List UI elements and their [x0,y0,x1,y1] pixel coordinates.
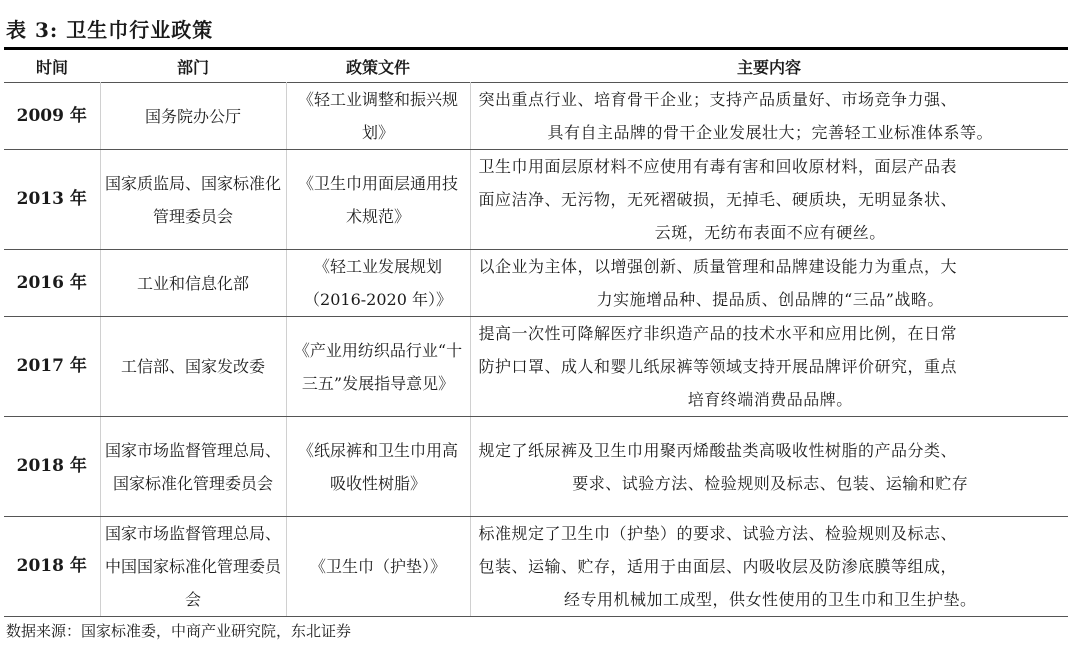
row-doc: 《产业用纺织品行业“十三五”发展指导意见》 [286,317,470,417]
row-content [470,417,1068,517]
row-doc: 《卫生巾（护垫）》 [286,517,470,617]
header-content: 主要内容 [736,57,801,77]
content-line: 标准规定了卫生巾（护垫）的要求、试验方法、检验规则及标志、 [478,524,958,543]
header-row [4,50,1068,83]
row-dept: 国务院办公厅 [100,83,286,150]
row-content [470,517,1068,617]
row-doc: 《纸尿裤和卫生巾用高吸收性树脂》 [286,417,470,517]
content-line: 包装、运输、贮存，适用于由面层、内吸收层及防渗底膜等组成， [478,557,958,576]
content-line: 云斑，无纺布表面不应有硬丝。 [654,223,886,242]
row-dept: 工信部、国家发改委 [100,317,286,417]
source-note: 数据来源：国家标准委，中商产业研究院，东北证券 [6,622,352,640]
row-dept: 工业和信息化部 [100,250,286,317]
table-row [4,517,1068,617]
content-line: 具有自主品牌的骨干企业发展壮大；完善轻工业标准体系等。 [547,123,993,142]
content-line: 防护口罩、成人和婴儿纸尿裤等领域支持开展品牌评价研究，重点 [478,357,958,376]
content-line: 卫生巾用面层原材料不应使用有毒有害和回收原材料，面层产品表 [478,157,958,176]
row-content [470,150,1068,250]
table-row [4,417,1068,517]
row-dept: 国家市场监督管理总局、中国国家标准化管理委员会 [100,517,286,617]
content-line: 规定了纸尿裤及卫生巾用聚丙烯酸盐类高吸收性树脂的产品分类、 [478,440,958,460]
table-row [4,83,1068,150]
row-content [470,250,1068,317]
content-line: 要求、试验方法、检验规则及标志、包装、运输和贮存 [572,473,969,493]
content-line: 面应洁净、无污物，无死褶破损，无掉毛、硬质块，无明显条状、 [478,190,958,209]
content-line: 以企业为主体，以增强创新、质量管理和品牌建设能力为重点，大 [478,257,958,276]
header-dept: 部门 [176,57,209,77]
row-doc: 《轻工业调整和振兴规划》 [286,83,470,150]
row-year: 2016 年 [4,250,100,317]
row-year: 2017 年 [4,317,100,417]
row-year: 2018 年 [4,417,100,517]
content-line: 突出重点行业、培育骨干企业；支持产品质量好、市场竞争力强、 [478,90,958,109]
header-doc: 政策文件 [345,57,410,77]
content-line: 培育终端消费品品牌。 [687,390,853,409]
row-doc: 《轻工业发展规划（2016-2020 年）》 [286,250,470,317]
table-row [4,150,1068,250]
content-line: 经专用机械加工成型，供女性使用的卫生巾和卫生护垫。 [563,590,977,609]
row-dept: 国家质监局、国家标准化管理委员会 [100,150,286,250]
table-row [4,250,1068,317]
row-content [470,317,1068,417]
row-year: 2009 年 [4,83,100,150]
table-row [4,317,1068,417]
header-time: 时间 [35,57,68,77]
row-dept: 国家市场监督管理总局、国家标准化管理委员会 [100,417,286,517]
row-year: 2013 年 [4,150,100,250]
table-title: 表 3: 卫生巾行业政策 [6,18,214,42]
content-line: 提高一次性可降解医疗非织造产品的技术水平和应用比例，在日常 [478,324,958,343]
row-year: 2018 年 [4,517,100,617]
row-doc: 《卫生巾用面层通用技术规范》 [286,150,470,250]
content-line: 力实施增品种、提品质、创品牌的“三品”战略。 [596,290,944,309]
row-content [470,83,1068,150]
policy-table [4,50,1068,617]
